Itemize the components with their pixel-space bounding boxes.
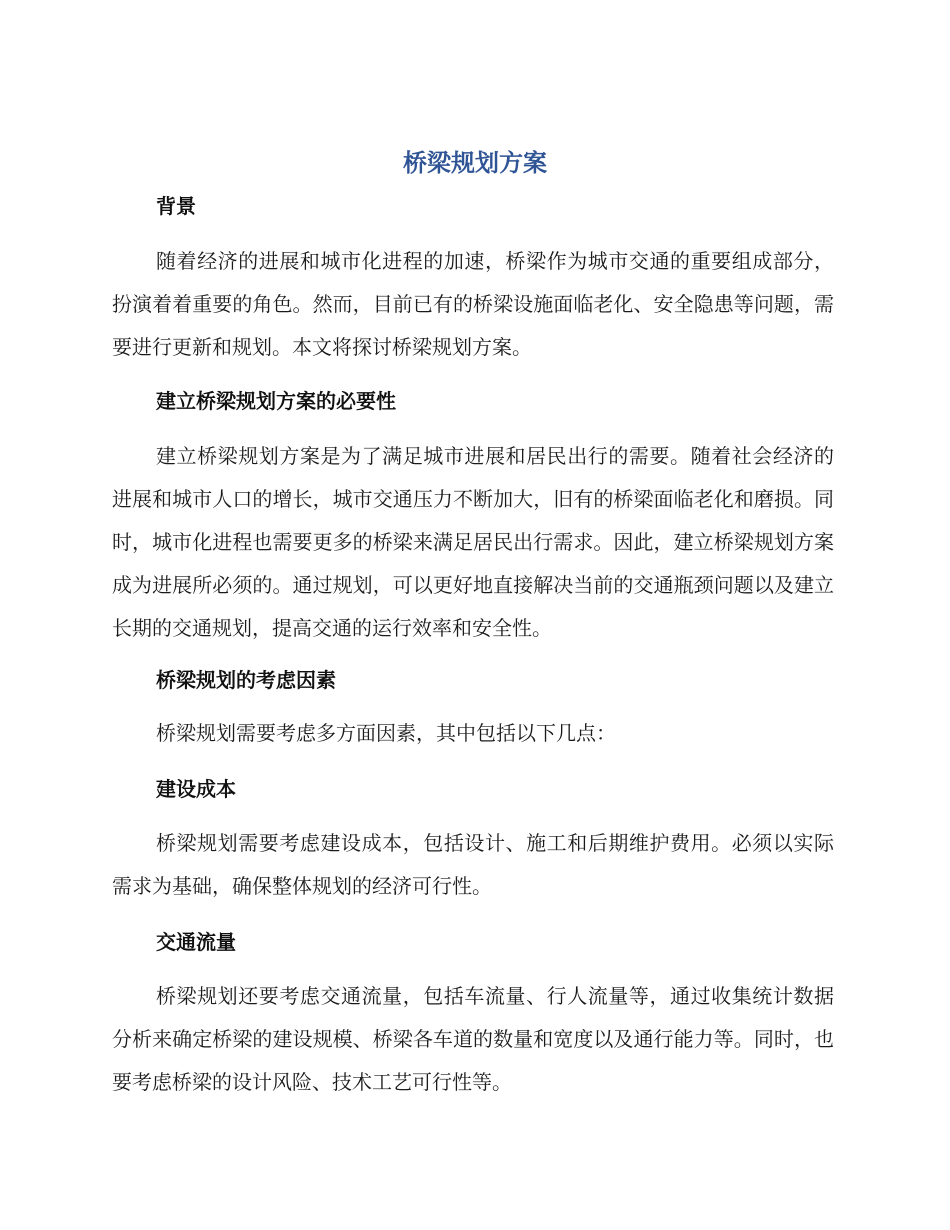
section-paragraph-factors: 桥梁规划需要考虑多方面因素，其中包括以下几点： (156, 721, 616, 745)
section-paragraph-background: 随着经济的进展和城市化进程的加速，桥梁作为城市交通的重要组成部分，扮演着着重要的角色。然而，目前已有的桥梁设施面临老化、安全隐患等问题，需要进行更新和规划。本文将探讨桥梁规划方案。 (112, 249, 834, 359)
section-heading-construction-cost: 建设成本 (156, 777, 236, 801)
section-heading-traffic-flow: 交通流量 (156, 930, 236, 954)
section-paragraph-traffic-flow: 桥梁规划还要考虑交通流量，包括车流量、行人流量等，通过收集统计数据分析来确定桥梁的建设规模、桥梁各车道的数量和宽度以及通行能力等。同时，也要考虑桥梁的设计风险、技术工艺可行性等。 (112, 984, 834, 1094)
section-paragraph-construction-cost: 桥梁规划需要考虑建设成本，包括设计、施工和后期维护费用。必须以实际需求为基础，确保整体规划的经济可行性。 (112, 831, 834, 898)
section-heading-background: 背景 (156, 194, 196, 218)
section-heading-necessity: 建立桥梁规划方案的必要性 (156, 389, 396, 413)
document-title: 桥梁规划方案 (403, 149, 547, 177)
section-heading-factors: 桥梁规划的考虑因素 (156, 668, 336, 692)
section-paragraph-necessity: 建立桥梁规划方案是为了满足城市进展和居民出行的需要。随着社会经济的进展和城市人口的增长，城市交通压力不断加大，旧有的桥梁面临老化和磨损。同时，城市化进程也需要更多的桥梁来满足居民出行需求。因此，建立桥梁规划方案成为进展所必须的。通过规划，可以更好地直接解决当前的交通瓶颈问题以及建立长期的交通规划，提高交通的运行效率和安全性。 (112, 444, 834, 640)
